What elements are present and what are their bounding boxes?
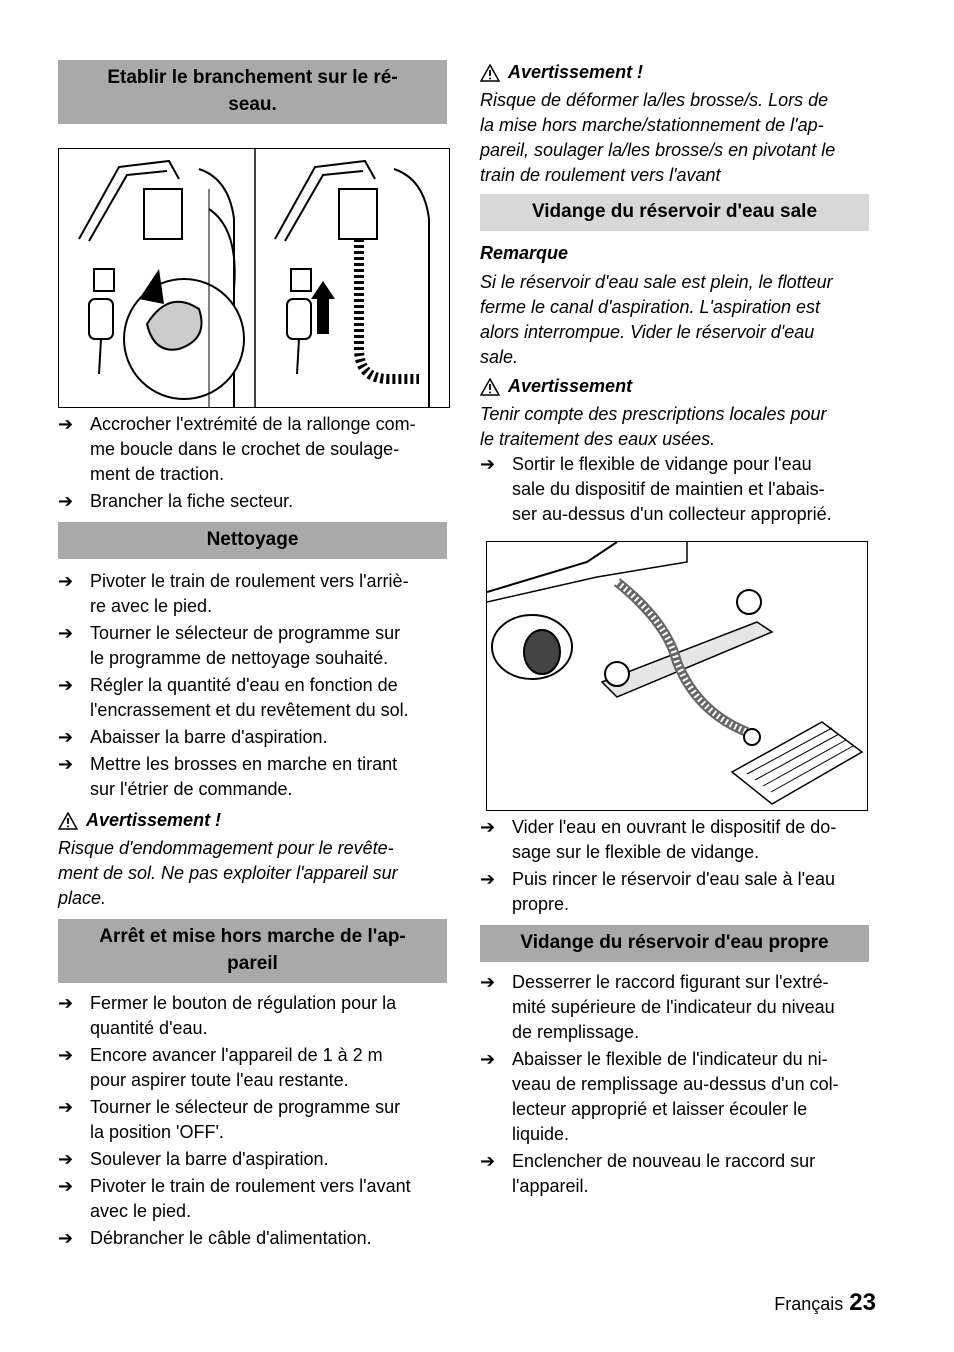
note-text: Si le réservoir d'eau sale est plein, le flotteur ferme le canal d'aspiration. L'aspiration est alors interrompue. Vider le réservoir d'eau sale. — [480, 272, 833, 367]
footer-language: Français — [774, 1294, 844, 1314]
list-item: ➔ Tourner le sélecteur de programme sur la position 'OFF'. — [58, 1097, 401, 1142]
right-column — [480, 60, 880, 1201]
warning-triangle-icon — [58, 812, 78, 830]
warning-text: Risque d'endommagement pour le revête- ment de sol. Ne pas exploiter l'appareil sur place. — [58, 838, 398, 908]
list-item: ➔ Vider l'eau en ouvrant le dispositif de do- sage sur le flexible de vidange. — [480, 817, 837, 862]
figure-power-connection — [58, 148, 450, 408]
arrow-right-icon: ➔ — [480, 1151, 496, 1171]
arrow-right-icon: ➔ — [480, 972, 496, 992]
list-item: ➔ Mettre les brosses en marche en tirant sur l'étrier de commande. — [58, 754, 398, 799]
section-heading-connection: Etablir le branchement sur le ré- seau. — [58, 60, 447, 124]
list-item: ➔ Tourner le sélecteur de programme sur le programme de nettoyage souhaité. — [58, 623, 401, 668]
list-item: ➔ Accrocher l'extrémité de la rallonge com- me boucle dans le crochet de soulage- ment de traction. — [58, 414, 416, 484]
list-item: ➔ Soulever la barre d'aspiration. — [58, 1147, 458, 1172]
dirty-water-steps-after — [480, 815, 880, 917]
list-item: ➔ Sortir le flexible de vidange pour l'eau sale du dispositif de maintien et l'abais- ser au-dessus d'un collecteur approprié. — [480, 454, 832, 524]
shutdown-steps — [58, 991, 458, 1251]
drain-hose-illustration — [487, 542, 867, 810]
left-column — [58, 60, 458, 1253]
section-heading-cleaning: Nettoyage — [58, 522, 447, 559]
section-heading-shutdown: Arrêt et mise hors marche de l'ap- pareil — [58, 919, 447, 983]
section-heading-clean-water: Vidange du réservoir d'eau propre — [480, 925, 869, 962]
arrow-right-icon: ➔ — [480, 869, 496, 889]
figure-drain-hose — [486, 541, 868, 811]
list-item: ➔ Pivoter le train de roulement vers l'arriè- re avec le pied. — [58, 571, 409, 616]
arrow-right-icon: ➔ — [480, 817, 496, 837]
list-item: ➔ Fermer le bouton de régulation pour la quantité d'eau. — [58, 993, 397, 1038]
list-item: ➔ Puis rincer le réservoir d'eau sale à l'eau propre. — [480, 869, 836, 914]
list-item: ➔ Débrancher le câble d'alimentation. — [58, 1226, 458, 1251]
warning-heading: Avertissement ! — [58, 808, 458, 833]
arrow-right-icon: ➔ — [58, 993, 74, 1013]
list-item: ➔ Encore avancer l'appareil de 1 à 2 m pour aspirer toute l'eau restante. — [58, 1045, 383, 1090]
list-item: ➔ Brancher la fiche secteur. — [58, 489, 458, 514]
arrow-right-icon: ➔ — [58, 1228, 74, 1248]
section-heading-dirty-water: Vidange du réservoir d'eau sale — [480, 194, 869, 231]
list-item: ➔ Abaisser le flexible de l'indicateur du ni- veau de remplissage au-dessus d'un col- lecteur approprié et laisser écouler le liquide. — [480, 1049, 839, 1144]
arrow-right-icon: ➔ — [58, 675, 74, 695]
cord-hook-illustration — [59, 149, 449, 407]
arrow-right-icon: ➔ — [58, 571, 74, 591]
page-footer — [774, 1290, 876, 1317]
dirty-water-steps-before — [480, 452, 880, 527]
warning-triangle-icon — [480, 378, 500, 396]
arrow-right-icon: ➔ — [58, 1149, 74, 1169]
note-heading: Remarque — [480, 243, 569, 263]
warning-heading: Avertissement — [480, 374, 880, 399]
list-item: ➔ Pivoter le train de roulement vers l'avant avec le pied. — [58, 1176, 411, 1221]
arrow-right-icon: ➔ — [58, 1045, 74, 1065]
warning-heading: Avertissement ! — [480, 60, 880, 85]
arrow-right-icon: ➔ — [480, 1049, 496, 1069]
arrow-right-icon: ➔ — [58, 623, 74, 643]
list-item: ➔ Régler la quantité d'eau en fonction de l'encrassement et du revêtement du sol. — [58, 675, 409, 720]
arrow-right-icon: ➔ — [58, 754, 74, 774]
arrow-right-icon: ➔ — [58, 414, 74, 434]
cleaning-steps — [58, 569, 458, 802]
warning-text: Tenir compte des prescriptions locales pour le traitement des eaux usées. — [480, 404, 827, 449]
warning-triangle-icon — [480, 64, 500, 82]
arrow-right-icon: ➔ — [58, 1097, 74, 1117]
arrow-right-icon: ➔ — [58, 1176, 74, 1196]
arrow-right-icon: ➔ — [480, 454, 496, 474]
page-number: 23 — [849, 1289, 876, 1316]
list-item: ➔ Desserrer le raccord figurant sur l'extré- mité supérieure de l'indicateur du niveau de remplissage. — [480, 972, 835, 1042]
arrow-right-icon: ➔ — [58, 491, 74, 511]
warning-text: Risque de déformer la/les brosse/s. Lors de la mise hors marche/stationnement de l'ap- pareil, soulager la/les brosse/s en pivotant le train de roulement vers l'avant — [480, 90, 836, 185]
connection-steps — [58, 412, 458, 514]
list-item: ➔ Abaisser la barre d'aspiration. — [58, 725, 458, 750]
arrow-right-icon: ➔ — [58, 727, 74, 747]
list-item: ➔ Enclencher de nouveau le raccord sur l'appareil. — [480, 1151, 816, 1196]
clean-water-steps — [480, 970, 880, 1199]
